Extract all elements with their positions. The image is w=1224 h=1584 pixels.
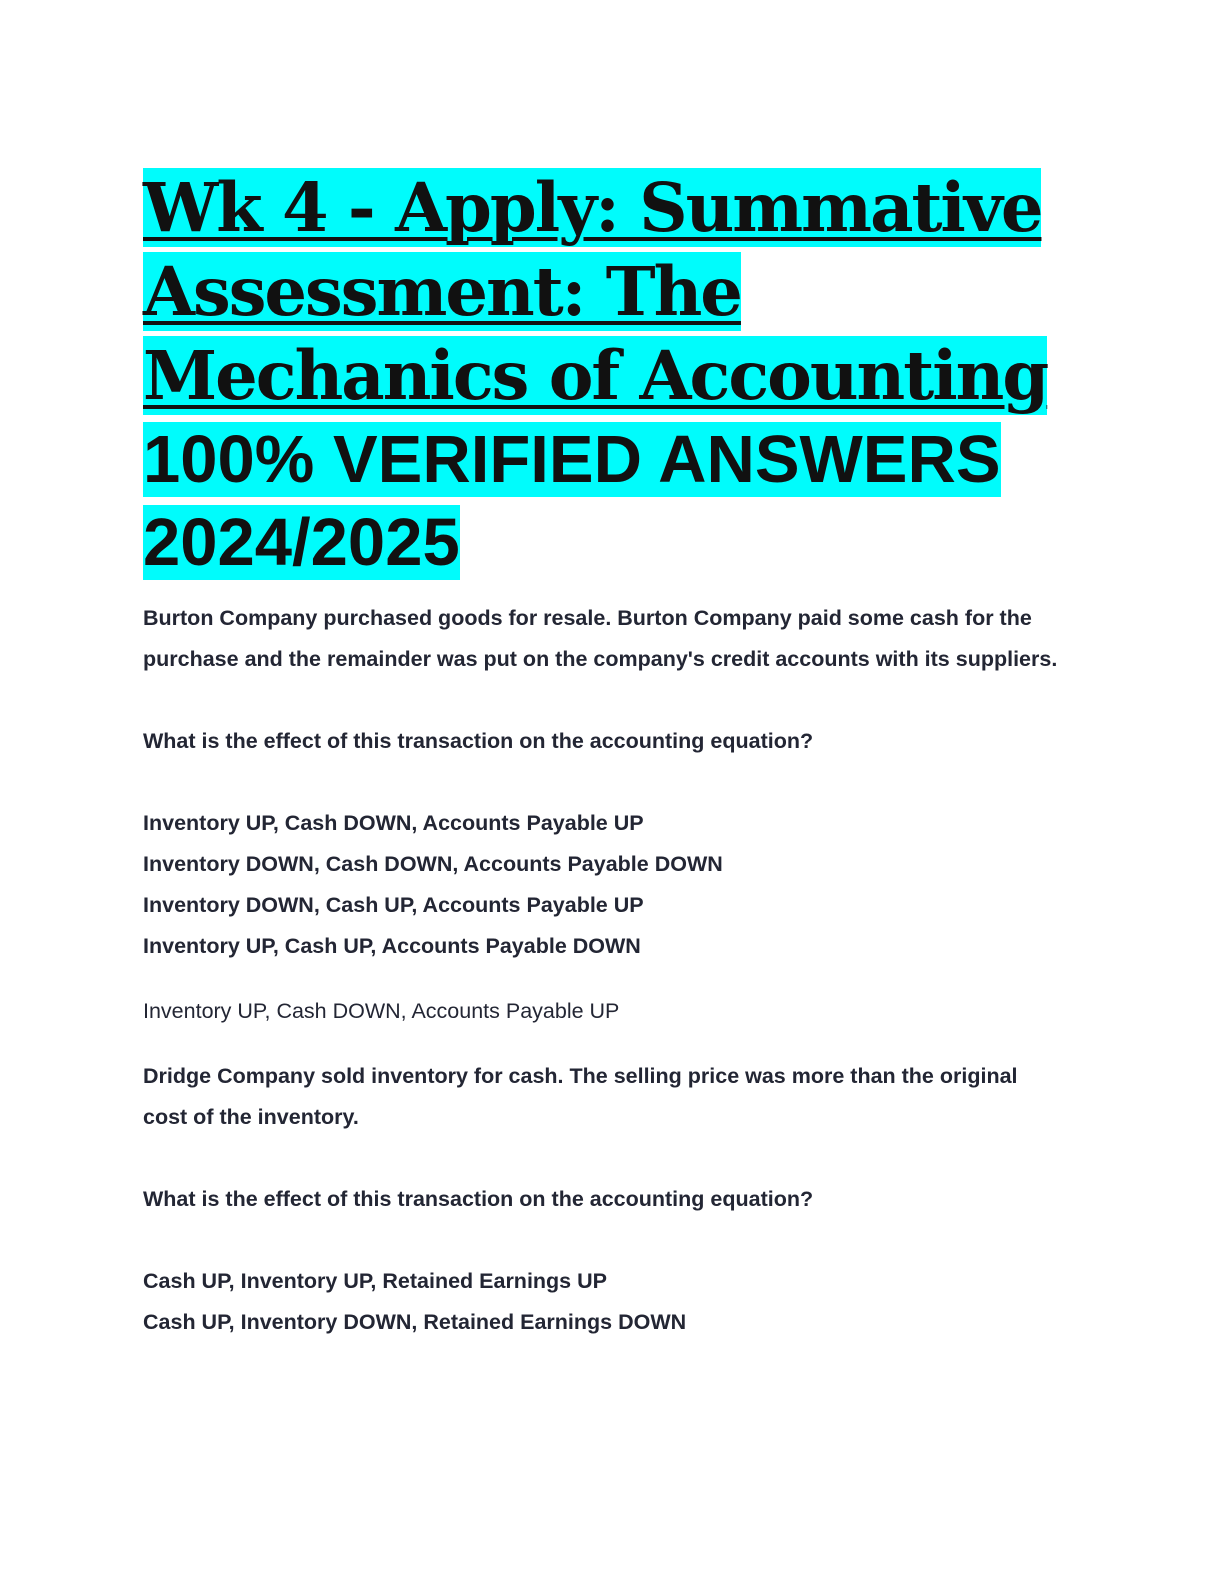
answer-option: Inventory UP, Cash DOWN, Accounts Payable UP bbox=[143, 811, 644, 835]
answer-option: Cash UP, Inventory DOWN, Retained Earnings DOWN bbox=[143, 1310, 687, 1334]
answer-option: Inventory UP, Cash UP, Accounts Payable DOWN bbox=[143, 934, 641, 958]
question-stem: Dridge Company sold inventory for cash. The selling price was more than the original cost of the inventory. bbox=[143, 1064, 1018, 1129]
answer-option: Inventory DOWN, Cash UP, Accounts Payable UP bbox=[143, 893, 644, 917]
answer-option: Inventory DOWN, Cash DOWN, Accounts Payable DOWN bbox=[143, 852, 723, 876]
answer-option: Cash UP, Inventory UP, Retained Earnings UP bbox=[143, 1269, 607, 1293]
title-suffix: 100% VERIFIED ANSWERS 2024/2025 bbox=[143, 422, 1001, 580]
question-prompt: What is the effect of this transaction on the accounting equation? bbox=[143, 729, 814, 753]
question-block bbox=[143, 598, 1063, 1032]
question-block bbox=[143, 1056, 1063, 1343]
question-stem: Burton Company purchased goods for resale. Burton Company paid some cash for the purchase and the remainder was put on the company's credit accounts with its suppliers. bbox=[143, 606, 1058, 671]
question-prompt: What is the effect of this transaction on the accounting equation? bbox=[143, 1187, 814, 1211]
document-title bbox=[143, 166, 1083, 584]
document-body bbox=[143, 598, 1063, 1343]
title-link[interactable]: Wk 4 - Apply: Summative Assessment: The Mechanics of Accounting bbox=[143, 168, 1048, 415]
correct-answer: Inventory UP, Cash DOWN, Accounts Payable UP bbox=[143, 999, 620, 1023]
